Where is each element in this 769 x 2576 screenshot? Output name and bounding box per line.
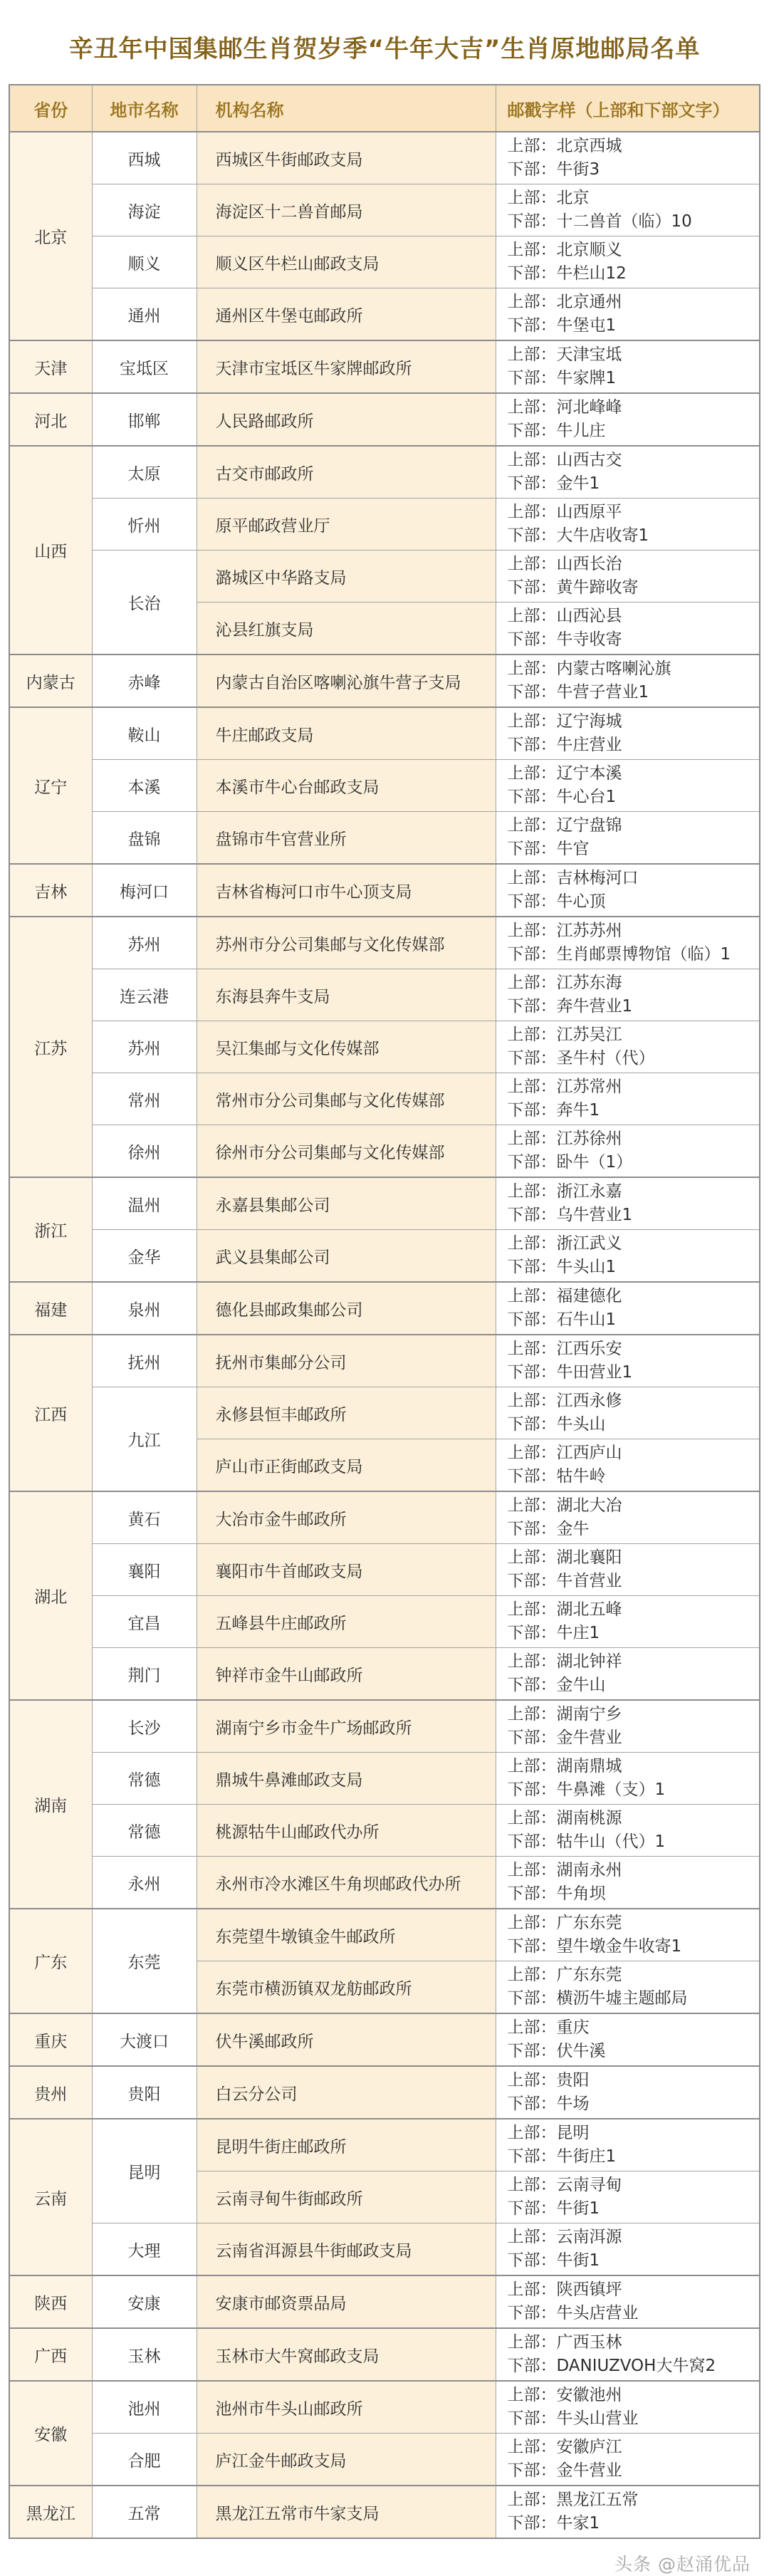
postmark-upper: 上部：黑龙江五常 <box>507 2491 639 2509</box>
city-cell: 太原 <box>92 446 197 499</box>
table-body <box>9 132 760 2538</box>
city-cell: 襄阳 <box>92 1544 197 1596</box>
postmark-cell <box>496 2013 760 2066</box>
postmark-upper: 上部：湖南桃源 <box>507 1809 622 1827</box>
province-cell: 贵州 <box>9 2066 92 2119</box>
province-cell: 黑龙江 <box>9 2486 92 2538</box>
table-row <box>9 812 760 865</box>
province-cell: 内蒙古 <box>9 655 92 707</box>
postmark-cell <box>496 1439 760 1492</box>
postmark-lower: 下部：牛头店营业 <box>507 2304 639 2322</box>
city-cell: 池州 <box>92 2381 197 2434</box>
org-cell: 徐州市分公司集邮与文化传媒部 <box>197 1125 496 1178</box>
postmark-lower: 下部：牛栏山12 <box>507 264 627 283</box>
city-cell: 海淀 <box>92 184 197 236</box>
postmark-upper: 上部：湖北钟祥 <box>507 1652 622 1671</box>
postmark-lower: 下部：金牛营业 <box>507 2461 622 2480</box>
city-cell: 荆门 <box>92 1648 197 1701</box>
postmark-cell <box>496 1177 760 1230</box>
table-row <box>9 1073 760 1125</box>
table-row <box>9 707 760 760</box>
org-cell: 东海县奔牛支局 <box>197 969 496 1021</box>
city-cell: 忻州 <box>92 499 197 551</box>
postmark-cell <box>496 2066 760 2119</box>
org-cell: 内蒙古自治区喀喇沁旗牛营子支局 <box>197 655 496 707</box>
page-title: 辛丑年中国集邮生肖贺岁季“牛年大吉”生肖原地邮局名单 <box>68 35 701 63</box>
postmark-cell <box>496 864 760 917</box>
table-row <box>9 2275 760 2328</box>
postmark-cell <box>496 499 760 551</box>
table-row <box>9 1909 760 1961</box>
city-cell: 顺义 <box>92 236 197 288</box>
org-cell: 吉林省梅河口市牛心顶支局 <box>197 864 496 917</box>
city-cell: 盘锦 <box>92 812 197 865</box>
postmark-cell <box>496 132 760 184</box>
org-cell: 鼎城牛鼻滩邮政支局 <box>197 1753 496 1805</box>
city-cell: 大理 <box>92 2223 197 2276</box>
postmark-upper: 上部：江西庐山 <box>507 1444 622 1462</box>
postmark-upper: 上部：北京通州 <box>507 293 622 311</box>
table-row <box>9 551 760 603</box>
postmark-lower: 下部：牛街1 <box>507 2251 600 2270</box>
postmark-upper: 上部：江西永修 <box>507 1392 622 1410</box>
postmark-cell <box>496 1544 760 1596</box>
postmark-cell <box>496 707 760 760</box>
postmark-lower: 下部：十二兽首（临）10 <box>507 212 692 231</box>
postmark-cell <box>496 1961 760 2014</box>
postmark-lower: 下部：牛营子营业1 <box>507 683 649 702</box>
watermark: 头条 @赵涌优品 <box>614 2554 750 2575</box>
org-cell: 盘锦市牛官营业所 <box>197 812 496 865</box>
table-row <box>9 2013 760 2066</box>
table-row <box>9 1021 760 1073</box>
table-row <box>9 1700 760 1753</box>
postmark-lower: 下部：牛庄1 <box>507 1624 600 1642</box>
postmark-upper: 上部：江苏苏州 <box>507 922 622 940</box>
postmark-lower: 下部：望牛墩金牛收寄1 <box>507 1937 682 1956</box>
city-cell: 梅河口 <box>92 864 197 917</box>
postmark-lower: 下部：牛首营业 <box>507 1572 622 1590</box>
city-cell: 贵阳 <box>92 2066 197 2119</box>
postmark-cell <box>496 1700 760 1753</box>
org-cell: 桃源牯牛山邮政代办所 <box>197 1805 496 1857</box>
postmark-lower: 下部：牛头山1 <box>507 1258 617 1276</box>
table-row <box>9 1753 760 1805</box>
org-cell: 云南寻甸牛街邮政所 <box>197 2171 496 2223</box>
province-cell: 安徽 <box>9 2381 92 2486</box>
postmark-upper: 上部：贵阳 <box>507 2071 590 2090</box>
postmark-cell <box>496 1491 760 1544</box>
city-cell: 长治 <box>92 551 197 655</box>
postmark-cell <box>496 2119 760 2171</box>
postmark-cell <box>496 1805 760 1857</box>
table-row <box>9 1177 760 1230</box>
postmark-lower: 下部：牛心台1 <box>507 788 617 806</box>
postmark-lower: 下部：牛堡屯1 <box>507 316 617 335</box>
table-row <box>9 760 760 812</box>
org-cell: 苏州市分公司集邮与文化传媒部 <box>197 917 496 969</box>
postmark-upper: 上部：安徽池州 <box>507 2386 622 2404</box>
city-cell: 徐州 <box>92 1125 197 1178</box>
postmark-cell <box>496 1909 760 1961</box>
postmark-cell <box>496 2381 760 2434</box>
city-cell: 安康 <box>92 2275 197 2328</box>
table-row <box>9 917 760 969</box>
postmark-upper: 上部：湖北五峰 <box>507 1600 622 1619</box>
org-cell: 安康市邮资票品局 <box>197 2275 496 2328</box>
postmark-cell <box>496 2171 760 2223</box>
city-cell: 五常 <box>92 2486 197 2538</box>
table-row <box>9 236 760 288</box>
postmark-upper: 上部：安徽庐江 <box>507 2438 622 2456</box>
org-cell: 常州市分公司集邮与文化传媒部 <box>197 1073 496 1125</box>
postmark-lower: 下部：牛街1 <box>507 2199 600 2218</box>
city-cell: 黄石 <box>92 1491 197 1544</box>
org-cell: 东莞市横沥镇双龙舫邮政所 <box>197 1961 496 2014</box>
postmark-cell <box>496 1282 760 1335</box>
postmark-cell <box>496 551 760 603</box>
postmark-lower: 下部：牛田营业1 <box>507 1363 633 1382</box>
postmark-cell <box>496 2275 760 2328</box>
city-cell: 常德 <box>92 1805 197 1857</box>
table-row <box>9 1230 760 1283</box>
postmark-lower: 下部：牛家牌1 <box>507 369 617 387</box>
postmark-upper: 上部：湖北大冶 <box>507 1496 622 1515</box>
org-cell: 黑龙江五常市牛家支局 <box>197 2486 496 2538</box>
postmark-upper: 上部：山西原平 <box>507 503 622 521</box>
org-cell: 原平邮政营业厅 <box>197 499 496 551</box>
postmark-upper: 上部：辽宁本溪 <box>507 764 622 783</box>
province-cell: 湖北 <box>9 1491 92 1700</box>
province-cell: 吉林 <box>9 864 92 917</box>
postmark-cell <box>496 184 760 236</box>
city-cell: 金华 <box>92 1230 197 1283</box>
header-province: 省份 <box>9 85 92 132</box>
postmark-cell <box>496 1073 760 1125</box>
postmark-upper: 上部：山西长治 <box>507 555 622 573</box>
org-cell: 武义县集邮公司 <box>197 1230 496 1283</box>
org-cell: 德化县邮政集邮公司 <box>197 1282 496 1335</box>
city-cell: 赤峰 <box>92 655 197 707</box>
postmark-lower: 下部：牛街3 <box>507 160 600 179</box>
city-cell: 昆明 <box>92 2119 197 2223</box>
org-cell: 东莞望牛墩镇金牛邮政所 <box>197 1909 496 1961</box>
table-row <box>9 1125 760 1178</box>
postmark-cell <box>496 969 760 1021</box>
table-row <box>9 499 760 551</box>
table-row <box>9 1805 760 1857</box>
org-cell: 钟祥市金牛山邮政所 <box>197 1648 496 1701</box>
city-cell: 抚州 <box>92 1335 197 1387</box>
postmark-lower: 下部：黄牛蹄收寄 <box>507 578 639 597</box>
postmark-lower: 下部：牛街庄1 <box>507 2147 617 2166</box>
city-cell: 苏州 <box>92 1021 197 1073</box>
postmark-lower: 下部：乌牛营业1 <box>507 1206 633 1224</box>
postmark-lower: 下部：金牛山 <box>507 1676 606 1694</box>
org-cell: 云南省洱源县牛街邮政支局 <box>197 2223 496 2276</box>
table-row <box>9 2119 760 2171</box>
postmark-cell <box>496 1596 760 1648</box>
postmark-cell <box>496 1230 760 1283</box>
city-cell: 大渡口 <box>92 2013 197 2066</box>
table-row <box>9 2223 760 2276</box>
postmark-cell <box>496 236 760 288</box>
header-org: 机构名称 <box>197 85 496 132</box>
city-cell: 泉州 <box>92 1282 197 1335</box>
header-row <box>9 85 760 132</box>
postmark-upper: 上部：北京顺义 <box>507 241 622 259</box>
city-cell: 九江 <box>92 1387 197 1492</box>
table-row <box>9 2434 760 2486</box>
postmark-upper: 上部：云南洱源 <box>507 2228 622 2246</box>
postmark-cell <box>496 446 760 499</box>
postmark-cell <box>496 1648 760 1701</box>
postmark-lower: 下部：牛头山 <box>507 1415 606 1434</box>
postmark-lower: 下部：金牛营业 <box>507 1728 622 1747</box>
province-cell: 陕西 <box>9 2275 92 2328</box>
postmark-lower: 下部：卧牛（1） <box>507 1153 633 1172</box>
postmark-cell <box>496 812 760 865</box>
postmark-cell <box>496 1335 760 1387</box>
postmark-upper: 上部：广东东莞 <box>507 1966 622 1984</box>
province-cell: 江苏 <box>9 917 92 1177</box>
province-cell: 北京 <box>9 132 92 340</box>
province-cell: 云南 <box>9 2119 92 2275</box>
org-cell: 永州市冷水滩区牛角坝邮政代办所 <box>197 1857 496 1909</box>
table-row <box>9 864 760 917</box>
city-cell: 永州 <box>92 1857 197 1909</box>
header-city: 地市名称 <box>92 85 197 132</box>
postmark-cell <box>496 2486 760 2538</box>
org-cell: 庐江金牛邮政支局 <box>197 2434 496 2486</box>
table-row <box>9 1387 760 1439</box>
city-cell: 玉林 <box>92 2328 197 2381</box>
postmark-upper: 上部：河北峰峰 <box>507 398 622 417</box>
postmark-upper: 上部：湖南永州 <box>507 1861 622 1879</box>
postmark-lower: 下部：牯牛山（代）1 <box>507 1832 666 1851</box>
org-cell: 永修县恒丰邮政所 <box>197 1387 496 1439</box>
postmark-upper: 上部：福建德化 <box>507 1287 622 1305</box>
org-cell: 古交市邮政所 <box>197 446 496 499</box>
org-cell: 白云分公司 <box>197 2066 496 2119</box>
org-cell: 西城区牛街邮政支局 <box>197 132 496 184</box>
postmark-upper: 上部：天津宝坻 <box>507 345 622 364</box>
postmark-cell <box>496 917 760 969</box>
postmark-upper: 上部：辽宁盘锦 <box>507 816 622 835</box>
org-cell: 昆明牛街庄邮政所 <box>197 2119 496 2171</box>
city-cell: 苏州 <box>92 917 197 969</box>
city-cell: 长沙 <box>92 1700 197 1753</box>
city-cell: 合肥 <box>92 2434 197 2486</box>
postmark-upper: 上部：吉林梅河口 <box>507 869 639 887</box>
city-cell: 宜昌 <box>92 1596 197 1648</box>
postmark-upper: 上部：湖南宁乡 <box>507 1705 622 1724</box>
table-row <box>9 1282 760 1335</box>
city-cell: 西城 <box>92 132 197 184</box>
postmark-lower: 下部：生肖邮票博物馆（临）1 <box>507 945 731 964</box>
city-cell: 宝坻区 <box>92 340 197 393</box>
org-cell: 本溪市牛心台邮政支局 <box>197 760 496 812</box>
org-cell: 牛庄邮政支局 <box>197 707 496 760</box>
postmark-cell <box>496 1753 760 1805</box>
postmark-cell <box>496 340 760 393</box>
postmark-cell <box>496 760 760 812</box>
postmark-upper: 上部：内蒙古喀喇沁旗 <box>507 659 671 678</box>
postmark-lower: 下部：牛寺收寄 <box>507 630 622 649</box>
province-cell: 江西 <box>9 1335 92 1491</box>
postmark-upper: 上部：广西玉林 <box>507 2333 622 2352</box>
org-cell: 庐山市正街邮政支局 <box>197 1439 496 1492</box>
postmark-upper: 上部：江苏常州 <box>507 1078 622 1096</box>
postmark-cell <box>496 655 760 707</box>
postmark-lower: 下部：奔牛1 <box>507 1101 600 1120</box>
postmark-lower: 下部：牛鼻滩（支）1 <box>507 1780 666 1799</box>
table-row <box>9 2328 760 2381</box>
province-cell: 辽宁 <box>9 707 92 864</box>
province-cell: 广西 <box>9 2328 92 2381</box>
postmark-lower: 下部：牛角坝 <box>507 1884 606 1903</box>
table-row <box>9 2066 760 2119</box>
org-cell: 吴江集邮与文化传媒部 <box>197 1021 496 1073</box>
table-row <box>9 2486 760 2538</box>
org-cell: 湖南宁乡市金牛广场邮政所 <box>197 1700 496 1753</box>
postmark-cell <box>496 1857 760 1909</box>
postmark-upper: 上部：广东东莞 <box>507 1914 622 1932</box>
table-row <box>9 2381 760 2434</box>
postmark-lower: 下部：奔牛营业1 <box>507 997 633 1016</box>
city-cell: 邯郸 <box>92 393 197 446</box>
postmark-upper: 上部：昆明 <box>507 2124 590 2142</box>
org-cell: 大冶市金牛邮政所 <box>197 1491 496 1544</box>
city-cell: 本溪 <box>92 760 197 812</box>
city-cell: 常州 <box>92 1073 197 1125</box>
postmark-lower: 下部：大牛店收寄1 <box>507 526 649 545</box>
org-cell: 抚州市集邮分公司 <box>197 1335 496 1387</box>
postmark-upper: 上部：江苏吴江 <box>507 1026 622 1044</box>
header-postmark: 邮戳字样（上部和下部文字） <box>496 85 760 132</box>
postmark-lower: 下部：牛庄营业 <box>507 736 622 754</box>
org-cell: 伏牛溪邮政所 <box>197 2013 496 2066</box>
org-cell: 池州市牛头山邮政所 <box>197 2381 496 2434</box>
postmark-lower: 下部：牛场 <box>507 2095 590 2113</box>
postmark-lower: 下部：伏牛溪 <box>507 2042 606 2060</box>
postmark-upper: 上部：山西沁县 <box>507 607 622 625</box>
postmark-cell <box>496 2434 760 2486</box>
postmark-cell <box>496 1021 760 1073</box>
table-row <box>9 132 760 184</box>
postmark-cell <box>496 2328 760 2381</box>
postmark-cell <box>496 1125 760 1178</box>
table-row <box>9 1544 760 1596</box>
postmark-upper: 上部：北京 <box>507 189 590 207</box>
postmark-upper: 上部：湖南鼎城 <box>507 1757 622 1775</box>
postmark-lower: 下部：牛家1 <box>507 2514 600 2533</box>
postmark-upper: 上部：辽宁海城 <box>507 712 622 731</box>
org-cell: 通州区牛堡屯邮政所 <box>197 288 496 341</box>
table-row <box>9 655 760 707</box>
postmark-cell <box>496 603 760 655</box>
province-cell: 浙江 <box>9 1177 92 1282</box>
table-header <box>9 85 760 132</box>
table-row <box>9 1491 760 1544</box>
postmark-upper: 上部：江苏东海 <box>507 974 622 992</box>
postmark-upper: 上部：山西古交 <box>507 451 622 469</box>
table-row <box>9 288 760 341</box>
postmark-cell <box>496 1387 760 1439</box>
postmark-lower: 下部：金牛1 <box>507 474 600 493</box>
postmark-upper: 上部：江西乐安 <box>507 1340 622 1358</box>
table-row <box>9 184 760 236</box>
postoffice-table <box>9 84 760 2539</box>
postmark-lower: 下部：牛儿庄 <box>507 422 606 440</box>
postmark-lower: 下部：DANIUZVOH大牛窝2 <box>507 2357 716 2375</box>
province-cell: 重庆 <box>9 2013 92 2066</box>
table-row <box>9 1857 760 1909</box>
postmark-upper: 上部：云南寻甸 <box>507 2176 622 2194</box>
org-cell: 海淀区十二兽首邮局 <box>197 184 496 236</box>
org-cell: 玉林市大牛窝邮政支局 <box>197 2328 496 2381</box>
province-cell: 天津 <box>9 340 92 393</box>
postmark-upper: 上部：湖北襄阳 <box>507 1548 622 1567</box>
postmark-lower: 下部：石牛山1 <box>507 1310 617 1329</box>
postmark-upper: 上部：浙江永嘉 <box>507 1182 622 1201</box>
postmark-lower: 下部：圣牛村（代） <box>507 1049 655 1068</box>
province-cell: 河北 <box>9 393 92 446</box>
postmark-upper: 上部：江苏徐州 <box>507 1130 622 1148</box>
postmark-upper: 上部：陕西镇坪 <box>507 2280 622 2299</box>
postmark-cell <box>496 2223 760 2276</box>
postmark-lower: 下部：牛头山营业 <box>507 2409 639 2428</box>
postmark-cell <box>496 393 760 446</box>
org-cell: 襄阳市牛首邮政支局 <box>197 1544 496 1596</box>
org-cell: 五峰县牛庄邮政所 <box>197 1596 496 1648</box>
table-row <box>9 1596 760 1648</box>
table-row <box>9 340 760 393</box>
org-cell: 顺义区牛栏山邮政支局 <box>197 236 496 288</box>
postmark-lower: 下部：牯牛岭 <box>507 1467 606 1486</box>
province-cell: 广东 <box>9 1909 92 2013</box>
postmark-upper: 上部：北京西城 <box>507 137 622 155</box>
province-cell: 山西 <box>9 446 92 655</box>
table-row <box>9 1648 760 1701</box>
postmark-lower: 下部：牛官 <box>507 840 590 858</box>
table-row <box>9 1335 760 1387</box>
table-row <box>9 969 760 1021</box>
city-cell: 鞍山 <box>92 707 197 760</box>
postmark-cell <box>496 288 760 341</box>
province-cell: 福建 <box>9 1282 92 1335</box>
org-cell: 天津市宝坻区牛家牌邮政所 <box>197 340 496 393</box>
city-cell: 东莞 <box>92 1909 197 2013</box>
postmark-upper: 上部：重庆 <box>507 2018 590 2037</box>
table-row <box>9 446 760 499</box>
city-cell: 通州 <box>92 288 197 341</box>
org-cell: 沁县红旗支局 <box>197 603 496 655</box>
province-cell: 湖南 <box>9 1700 92 1909</box>
city-cell: 常德 <box>92 1753 197 1805</box>
org-cell: 潞城区中华路支局 <box>197 551 496 603</box>
org-cell: 人民路邮政所 <box>197 393 496 446</box>
city-cell: 温州 <box>92 1177 197 1230</box>
postmark-lower: 下部：金牛 <box>507 1520 590 1538</box>
postmark-upper: 上部：浙江武义 <box>507 1234 622 1253</box>
table-row <box>9 393 760 446</box>
postmark-lower: 下部：横沥牛墟主题邮局 <box>507 1989 688 2008</box>
org-cell: 永嘉县集邮公司 <box>197 1177 496 1230</box>
city-cell: 连云港 <box>92 969 197 1021</box>
postmark-lower: 下部：牛心顶 <box>507 892 606 911</box>
